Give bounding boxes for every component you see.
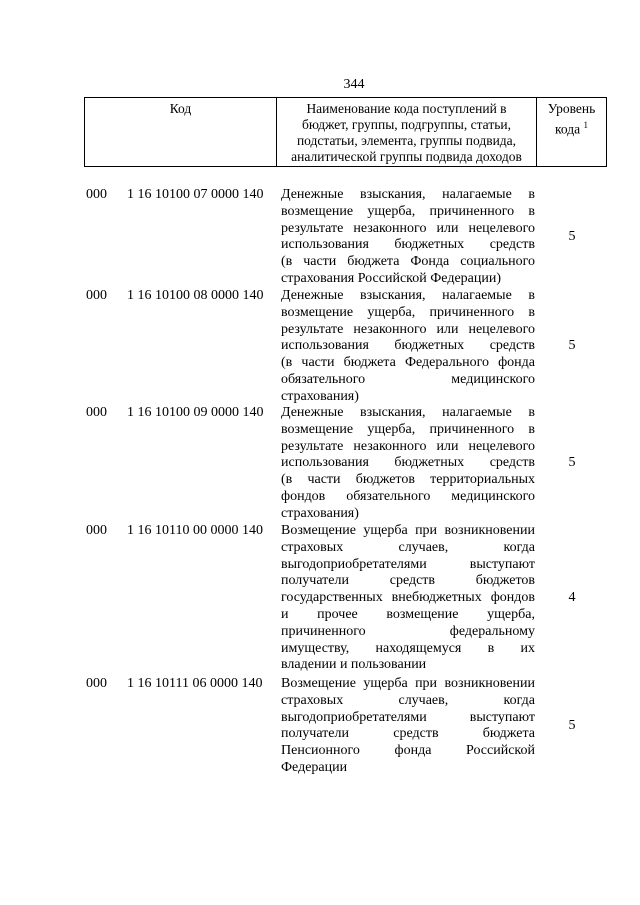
page-number: 344 bbox=[343, 77, 365, 92]
description-line: Денежные взыскания, налагаемые в bbox=[281, 288, 535, 303]
description-line: Федерации bbox=[281, 759, 348, 775]
admin-code: 000 bbox=[86, 676, 107, 691]
description-line: возмещение ущерба, причиненного в bbox=[281, 304, 535, 320]
description-line: результате незаконного или нецелевого bbox=[281, 220, 535, 236]
income-code: 1 16 10111 06 0000 140 bbox=[127, 676, 263, 691]
code-level: 4 bbox=[568, 590, 576, 605]
header-code-cell bbox=[84, 98, 276, 166]
header-level-footnote: 1 bbox=[583, 120, 588, 130]
header-name-line: бюджет, группы, подгруппы, статьи, bbox=[302, 117, 511, 132]
description-line: Пенсионного фонда Российской bbox=[281, 743, 535, 759]
header-name-cell bbox=[276, 98, 537, 166]
description-line: фондов обязательного медицинского bbox=[281, 488, 535, 504]
description-line: страхования) bbox=[281, 388, 359, 404]
description-line: получатели средств бюджета bbox=[281, 726, 535, 742]
income-code: 1 16 10100 08 0000 140 bbox=[127, 288, 264, 303]
description-line: (в части бюджетов территориальных bbox=[281, 472, 535, 488]
code-level: 5 bbox=[568, 718, 576, 733]
description-line: использования бюджетных средств bbox=[281, 455, 535, 471]
code-level: 5 bbox=[568, 229, 576, 244]
header-code-label: Код bbox=[169, 101, 192, 116]
description-line: страховых случаев, когда bbox=[281, 692, 535, 708]
header-level-line2: кода bbox=[555, 121, 581, 137]
header-name-line: аналитической группы подвида доходов bbox=[291, 149, 522, 164]
income-description bbox=[281, 288, 535, 406]
income-description bbox=[281, 187, 535, 288]
description-line: имуществу, находящемуся в их bbox=[281, 640, 535, 656]
description-line: страхования) bbox=[281, 505, 359, 521]
code-level: 5 bbox=[568, 455, 576, 470]
description-line: использования бюджетных средств bbox=[281, 338, 535, 354]
description-line: Денежные взыскания, налагаемые в bbox=[281, 187, 535, 202]
description-line: и прочее возмещение ущерба, bbox=[281, 606, 535, 622]
admin-code: 000 bbox=[86, 288, 107, 303]
description-line: страховых случаев, когда bbox=[281, 539, 535, 555]
description-line: результате незаконного или нецелевого bbox=[281, 321, 535, 337]
description-line: Возмещение ущерба при возникновении bbox=[281, 676, 535, 691]
income-code: 1 16 10100 09 0000 140 bbox=[127, 405, 264, 420]
description-line: владении и пользовании bbox=[281, 657, 427, 673]
table-header bbox=[84, 97, 607, 167]
income-description bbox=[281, 676, 535, 777]
header-level-line1: Уровень bbox=[547, 101, 596, 116]
description-line: причиненного федеральному bbox=[281, 623, 535, 639]
code-level: 5 bbox=[568, 338, 576, 353]
header-name-line: подстатьи, элемента, группы подвида, bbox=[296, 133, 517, 148]
description-line: (в части бюджета Федерального фонда bbox=[281, 355, 535, 371]
description-line: государственных внебюджетных фондов bbox=[281, 590, 535, 606]
description-line: выгодоприобретателями выступают bbox=[281, 556, 535, 572]
income-code: 1 16 10100 07 0000 140 bbox=[127, 187, 264, 202]
description-line: возмещение ущерба, причиненного в bbox=[281, 421, 535, 437]
admin-code: 000 bbox=[86, 187, 107, 202]
income-code: 1 16 10110 00 0000 140 bbox=[127, 523, 263, 538]
description-line: получатели средств бюджетов bbox=[281, 573, 535, 589]
description-line: результате незаконного или нецелевого bbox=[281, 438, 535, 454]
admin-code: 000 bbox=[86, 523, 107, 538]
description-line: обязательного медицинского bbox=[281, 371, 535, 387]
description-line: Возмещение ущерба при возникновении bbox=[281, 523, 535, 538]
description-line: Денежные взыскания, налагаемые в bbox=[281, 405, 535, 420]
header-level-cell bbox=[537, 98, 607, 166]
description-line: использования бюджетных средств bbox=[281, 237, 535, 253]
income-description bbox=[281, 405, 535, 523]
income-description bbox=[281, 523, 535, 674]
header-name-line: Наименование кода поступлений в bbox=[306, 101, 507, 116]
description-line: выгодоприобретателями выступают bbox=[281, 709, 535, 725]
description-line: возмещение ущерба, причиненного в bbox=[281, 203, 535, 219]
admin-code: 000 bbox=[86, 405, 107, 420]
description-line: (в части бюджета Фонда социального bbox=[281, 254, 535, 270]
description-line: страхования Российской Федерации) bbox=[281, 270, 502, 286]
